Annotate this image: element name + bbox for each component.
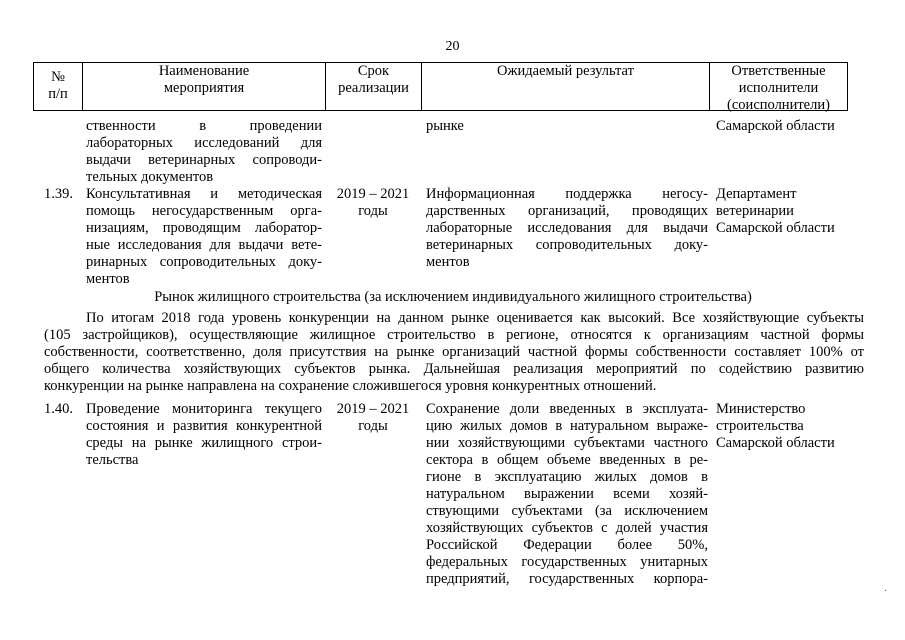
row-name-line: помощь негосударственным орга-: [86, 203, 322, 219]
row-result-line: ствующими субъектами (за исключением: [426, 503, 708, 519]
row-name-line: ринарных сопроводительных доку-: [86, 254, 322, 270]
row-name-line: ментов: [86, 271, 130, 287]
row-term-line: годы: [358, 418, 388, 434]
row-result-line: Сохранение доли введенных в эксплуата-: [426, 401, 708, 417]
paragraph-line: общего количества хозяйствующих субъектов рынка. Дальнейшая реализация мероприятий по содействию развитию: [44, 361, 864, 377]
header-col-exec-line: Ответственные: [731, 63, 826, 79]
row-result-line: ментов: [426, 254, 470, 270]
header-col-exec-line: (соисполнители): [727, 97, 830, 113]
row-name-line: состояния и развития конкурентной: [86, 418, 322, 434]
row-name-line: выдачи ветеринарных сопроводи-: [86, 152, 322, 168]
row-name-line: низациям, проводящим лаборатор-: [86, 220, 322, 236]
row-executor-line: Самарской области: [716, 118, 835, 134]
header-col-term-line: Срок: [357, 63, 390, 79]
row-result-line: нии хозяйствующими субъектами частного: [426, 435, 708, 451]
row-name-line: ные исследования для выдачи вете-: [86, 237, 322, 253]
header-col-number-line: №: [51, 69, 65, 85]
row-name-line: ственности в проведении: [86, 118, 322, 134]
row-term-line: 2019 – 2021: [336, 401, 410, 417]
header-col-name: [82, 63, 325, 110]
scan-speck: ·: [884, 586, 888, 597]
row-name-line: тельства: [86, 452, 139, 468]
row-name-line: лабораторных исследований для: [86, 135, 322, 151]
row-result-line: хозяйствующих субъектов с долей участия: [426, 520, 708, 536]
row-executor-line: Министерство: [716, 401, 806, 417]
row-result-line: рынке: [426, 118, 464, 134]
header-col-exec-line: исполнители: [738, 80, 819, 96]
header-col-name-line: Наименование: [158, 63, 250, 79]
paragraph-line: конкуренции на рынке направлена на сохранение сложившегося уровня конкурентных отношений.: [44, 378, 657, 394]
row-executor-line: Самарской области: [716, 435, 835, 451]
row-result-line: федеральных государственных унитарных: [426, 554, 708, 570]
header-col-result: [421, 63, 709, 110]
row-result-line: ветеринарных сопроводительных доку-: [426, 237, 708, 253]
row-number: 1.39.: [44, 186, 73, 202]
row-name-line: Консультативная и методическая: [86, 186, 322, 202]
header-col-term-line: реализации: [338, 80, 409, 96]
header-col-number-line: п/п: [48, 86, 68, 102]
paragraph-line: (105 застройщиков), осуществляющие жилищное строительство в регионе, относятся к организациям частной формы: [44, 327, 864, 343]
row-result-line: предприятий, государственных корпора-: [426, 571, 708, 587]
row-result-line: Информационная поддержка негосу-: [426, 186, 708, 202]
header-col-name-line: мероприятия: [163, 80, 245, 96]
row-term-line: 2019 – 2021: [336, 186, 410, 202]
row-result-line: Российской Федерации более 50%,: [426, 537, 708, 553]
paragraph-line: собственности, соответственно, доля присутствия на рынке организаций частной формы собственности составляет 100% от: [44, 344, 864, 360]
section-title: Рынок жилищного строительства (за исключением индивидуального жилищного строительства): [154, 289, 752, 305]
row-executor-line: ветеринарии: [716, 203, 794, 219]
row-name-line: Проведение мониторинга текущего: [86, 401, 322, 417]
row-executor-line: строительства: [716, 418, 804, 434]
header-col-executors: [709, 63, 847, 113]
row-number: 1.40.: [44, 401, 73, 417]
row-result-line: натуральном выражении всеми хозяй-: [426, 486, 708, 502]
header-col-term: [325, 63, 421, 110]
row-result-line: гионе в эксплуатацию жилых домов в: [426, 469, 708, 485]
row-result-line: цию жилых домов в натуральном выраже-: [426, 418, 708, 434]
page-number: 20: [445, 39, 460, 54]
row-executor-line: Департамент: [716, 186, 797, 202]
row-result-line: дарственных организаций, проводящих: [426, 203, 708, 219]
table-header: [33, 62, 848, 111]
row-term-line: годы: [358, 203, 388, 219]
row-result-line: сектора в общем объеме введенных в ре-: [426, 452, 708, 468]
row-executor-line: Самарской области: [716, 220, 835, 236]
header-col-number: [34, 63, 82, 110]
row-result-line: лабораторные исследования для выдачи: [426, 220, 708, 236]
header-col-result-line: Ожидаемый результат: [497, 63, 634, 79]
row-name-line: тельных документов: [86, 169, 214, 185]
paragraph-line: По итогам 2018 года уровень конкуренции на данном рынке оценивается как высокий. Все хозяйствующие субъекты: [86, 310, 864, 326]
row-name-line: среды на рынке жилищного строи-: [86, 435, 322, 451]
